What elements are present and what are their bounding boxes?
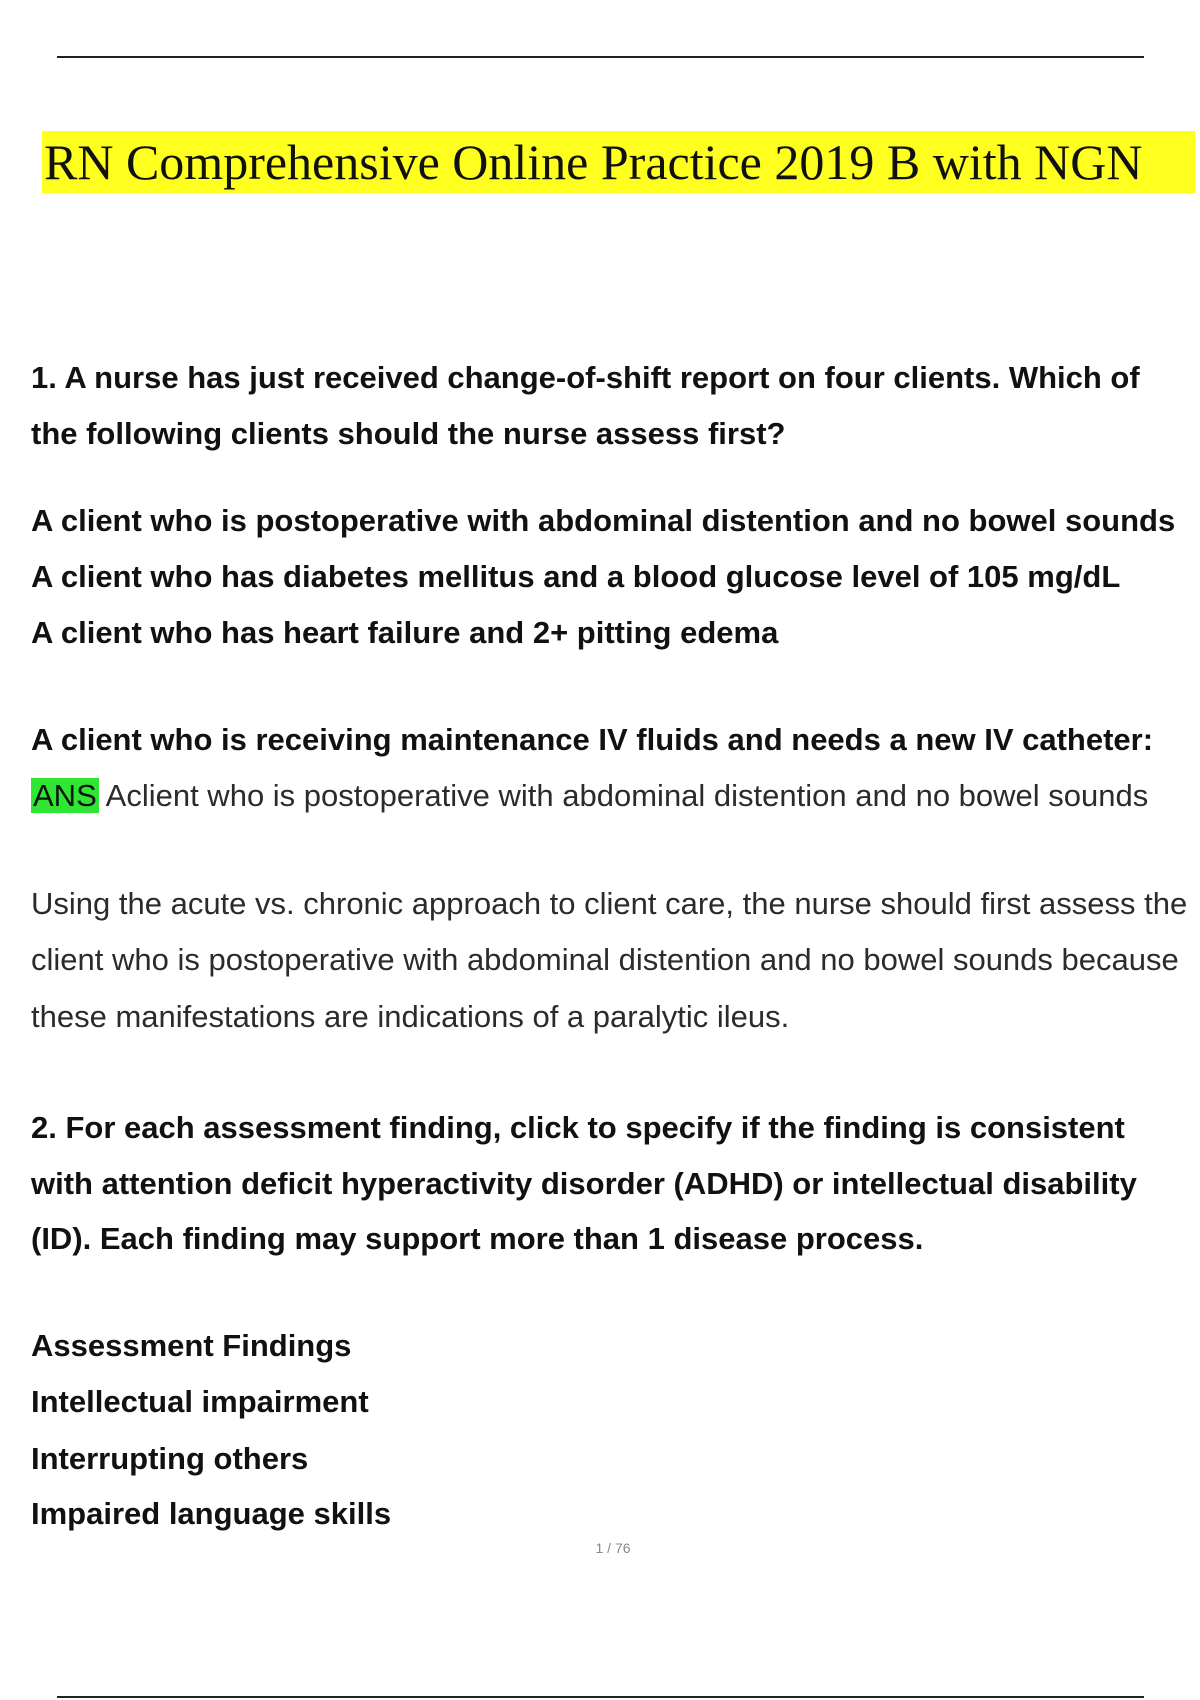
findings-header: Assessment Findings — [31, 1328, 352, 1363]
finding-item: Intellectual impairment — [31, 1384, 369, 1419]
q1-option-c: A client who has heart failure and 2+ pitting edema — [31, 615, 779, 650]
top-rule — [57, 56, 1144, 58]
q1-answer — [31, 776, 1148, 816]
q1-option-d: A client who is receiving maintenance IV fluids and needs a new IV catheter: — [31, 722, 1154, 757]
answer-badge: ANS — [33, 778, 97, 813]
answer-text: Aclient who is postoperative with abdominal distention and no bowel sounds — [98, 778, 1149, 813]
finding-item: Impaired language skills — [31, 1496, 392, 1531]
q1-option-a: A client who is postoperative with abdominal distention and no bowel sounds — [31, 503, 1176, 538]
q1-stem-line-1: 1. A nurse has just received change-of-shift report on four clients. Which of — [31, 360, 1140, 395]
q2-stem-line-3: (ID). Each finding may support more than 1 disease process. — [31, 1221, 924, 1256]
q1-rationale-line-3: these manifestations are indications of a paralytic ileus. — [31, 999, 790, 1034]
page-indicator: 1 / 76 — [595, 1540, 631, 1556]
bottom-rule — [57, 1696, 1144, 1698]
q2-stem-line-2: with attention deficit hyperactivity disorder (ADHD) or intellectual disability — [31, 1166, 1137, 1201]
q1-rationale-line-1: Using the acute vs. chronic approach to client care, the nurse should first assess the — [31, 886, 1188, 921]
q1-option-b: A client who has diabetes mellitus and a blood glucose level of 105 mg/dL — [31, 559, 1121, 594]
q2-stem-line-1: 2. For each assessment finding, click to specify if the finding is consistent — [31, 1110, 1125, 1145]
document-title: RN Comprehensive Online Practice 2019 B with NGN — [44, 134, 1143, 190]
q1-rationale-line-2: client who is postoperative with abdominal distention and no bowel sounds because — [31, 942, 1179, 977]
finding-item: Interrupting others — [31, 1441, 309, 1476]
q1-stem-line-2: the following clients should the nurse assess first? — [31, 416, 786, 451]
